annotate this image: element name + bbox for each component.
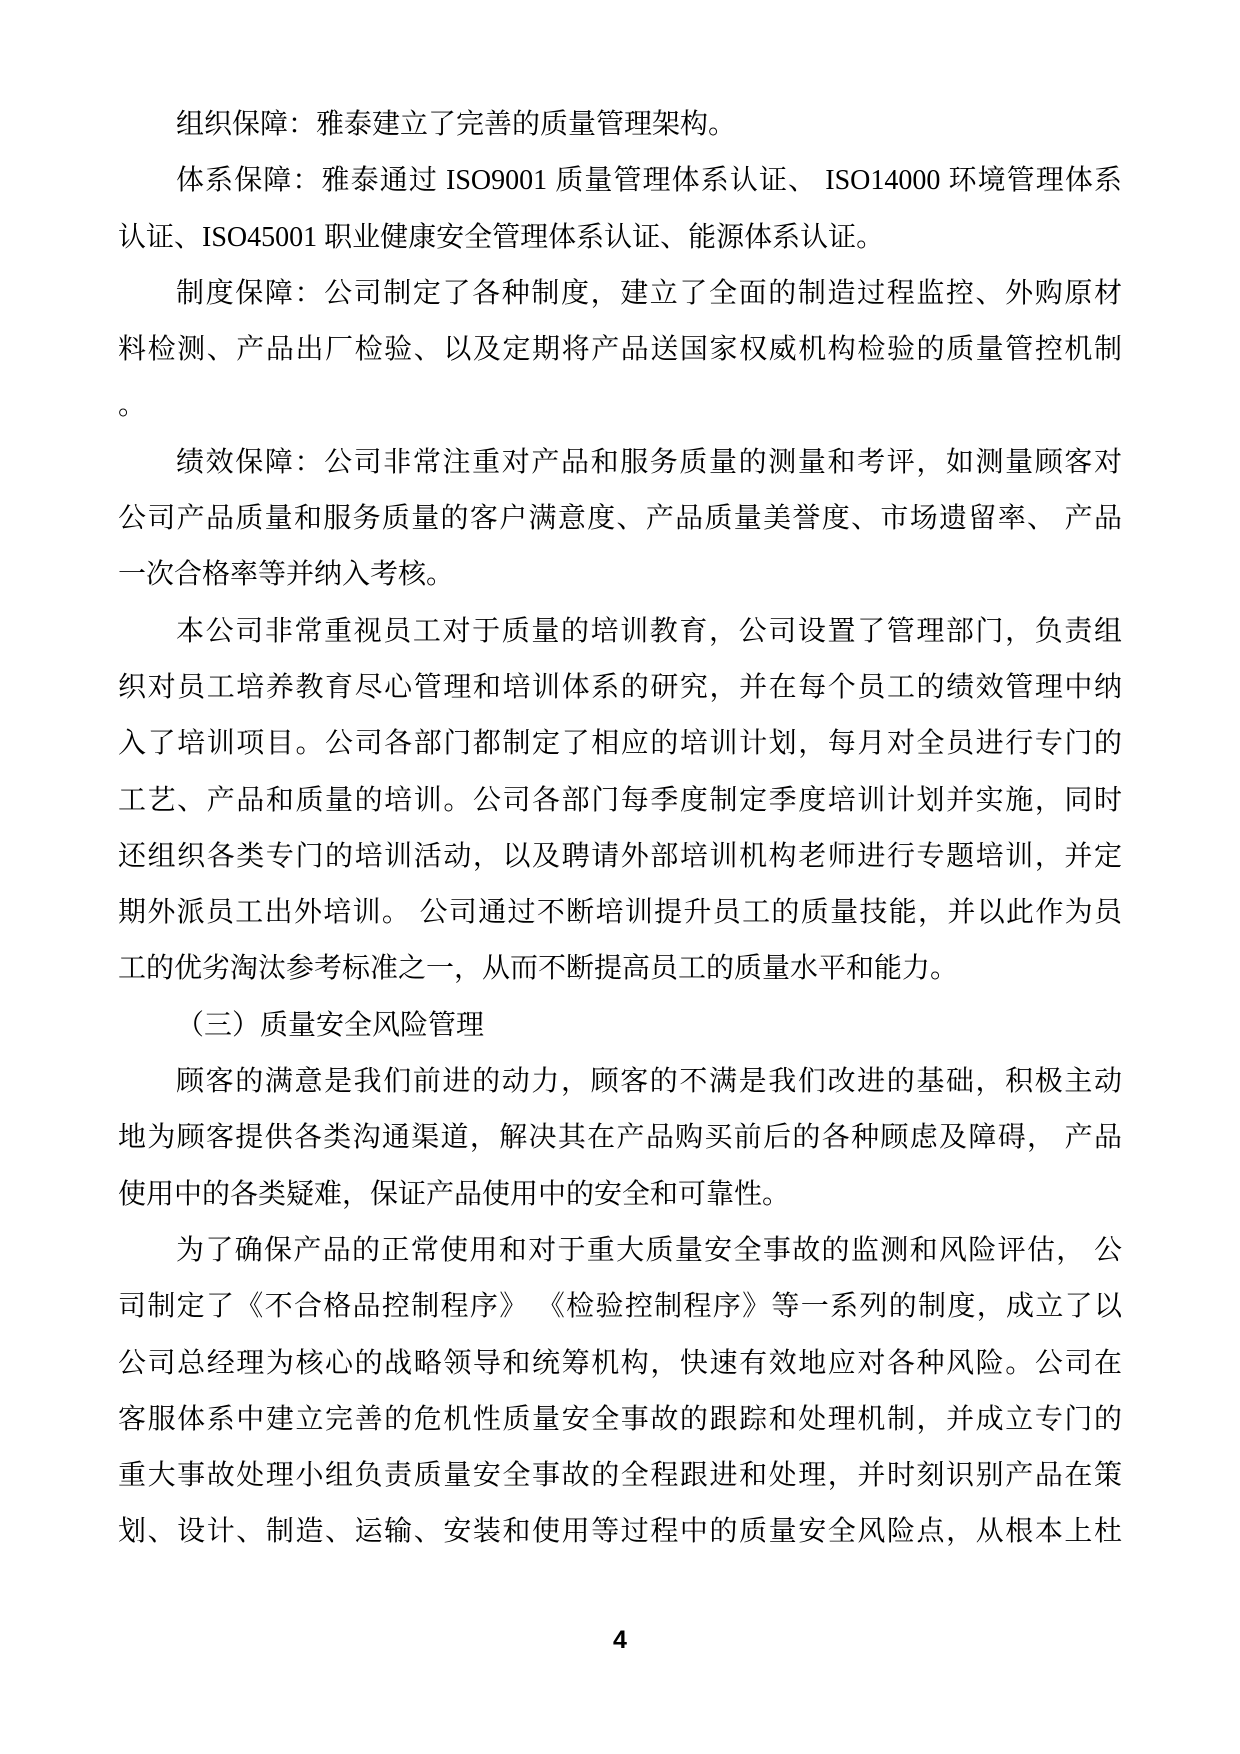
text-line: 顾客的满意是我们前进的动力，顾客的不满是我们改进的基础，积极主动 <box>176 1066 1122 1098</box>
text-line: 体系保障：雅泰通过 ISO9001 质量管理体系认证、 ISO14000 环境管理体系 <box>176 165 1122 197</box>
text-line: 绩效保障：公司非常注重对产品和服务质量的测量和考评，如测量顾客对 <box>176 446 1122 478</box>
text-line: 一次合格率等并纳入考核。 <box>118 559 455 591</box>
text-line: 工的优劣淘汰参考标准之一，从而不断提高员工的质量水平和能力。 <box>118 953 959 985</box>
text-line: 制度保障：公司制定了各种制度，建立了全面的制造过程监控、外购原材 <box>176 277 1122 309</box>
text-line: 客服体系中建立完善的危机性质量安全事故的跟踪和处理机制，并成立专门的 <box>118 1403 1122 1435</box>
text-line: 为了确保产品的正常使用和对于重大质量安全事故的监测和风险评估， 公 <box>176 1234 1122 1266</box>
text-line: 公司产品质量和服务质量的客户满意度、产品质量美誉度、市场遗留率、 产品 <box>118 503 1122 535</box>
text-line: 还组织各类专门的培训活动，以及聘请外部培训机构老师进行专题培训，并定 <box>118 840 1122 872</box>
text-line: 地为顾客提供各类沟通渠道，解决其在产品购买前后的各种顾虑及障碍， 产品 <box>118 1122 1122 1154</box>
text-line: 料检测、产品出厂检验、以及定期将产品送国家权威机构检验的质量管控机制 <box>118 334 1122 366</box>
section-heading: （三）质量安全风险管理 <box>176 1009 485 1041</box>
text-line: 认证、ISO45001 职业健康安全管理体系认证、能源体系认证。 <box>118 221 885 253</box>
text-line: 工艺、产品和质量的培训。公司各部门每季度制定季度培训计划并实施，同时 <box>118 784 1122 816</box>
text-line: 公司总经理为核心的战略领导和统筹机构，快速有效地应对各种风险。公司在 <box>118 1347 1122 1379</box>
page-number: 4 <box>613 1626 627 1654</box>
text-line: 使用中的各类疑难，保证产品使用中的安全和可靠性。 <box>118 1178 791 1210</box>
text-line: 入了培训项目。公司各部门都制定了相应的培训计划，每月对全员进行专门的 <box>118 728 1122 760</box>
text-line: 组织保障：雅泰建立了完善的质量管理架构。 <box>176 109 737 140</box>
document-body <box>118 97 1122 1561</box>
text-line: 期外派员工出外培训。 公司通过不断培训提升员工的质量技能，并以此作为员 <box>118 897 1122 929</box>
text-line: 重大事故处理小组负责质量安全事故的全程跟进和处理，并时刻识别产品在策 <box>118 1460 1122 1492</box>
page-footer <box>0 1626 1240 1655</box>
text-line: 划、设计、制造、运输、安装和使用等过程中的质量安全风险点，从根本上杜 <box>118 1516 1122 1548</box>
text-line: 本公司非常重视员工对于质量的培训教育，公司设置了管理部门，负责组 <box>176 615 1122 647</box>
text-line: 司制定了《不合格品控制程序》 《检验控制程序》等一系列的制度，成立了以 <box>118 1291 1122 1323</box>
text-line: 。 <box>118 390 147 422</box>
text-line: 织对员工培养教育尽心管理和培训体系的研究，并在每个员工的绩效管理中纳 <box>118 671 1122 703</box>
